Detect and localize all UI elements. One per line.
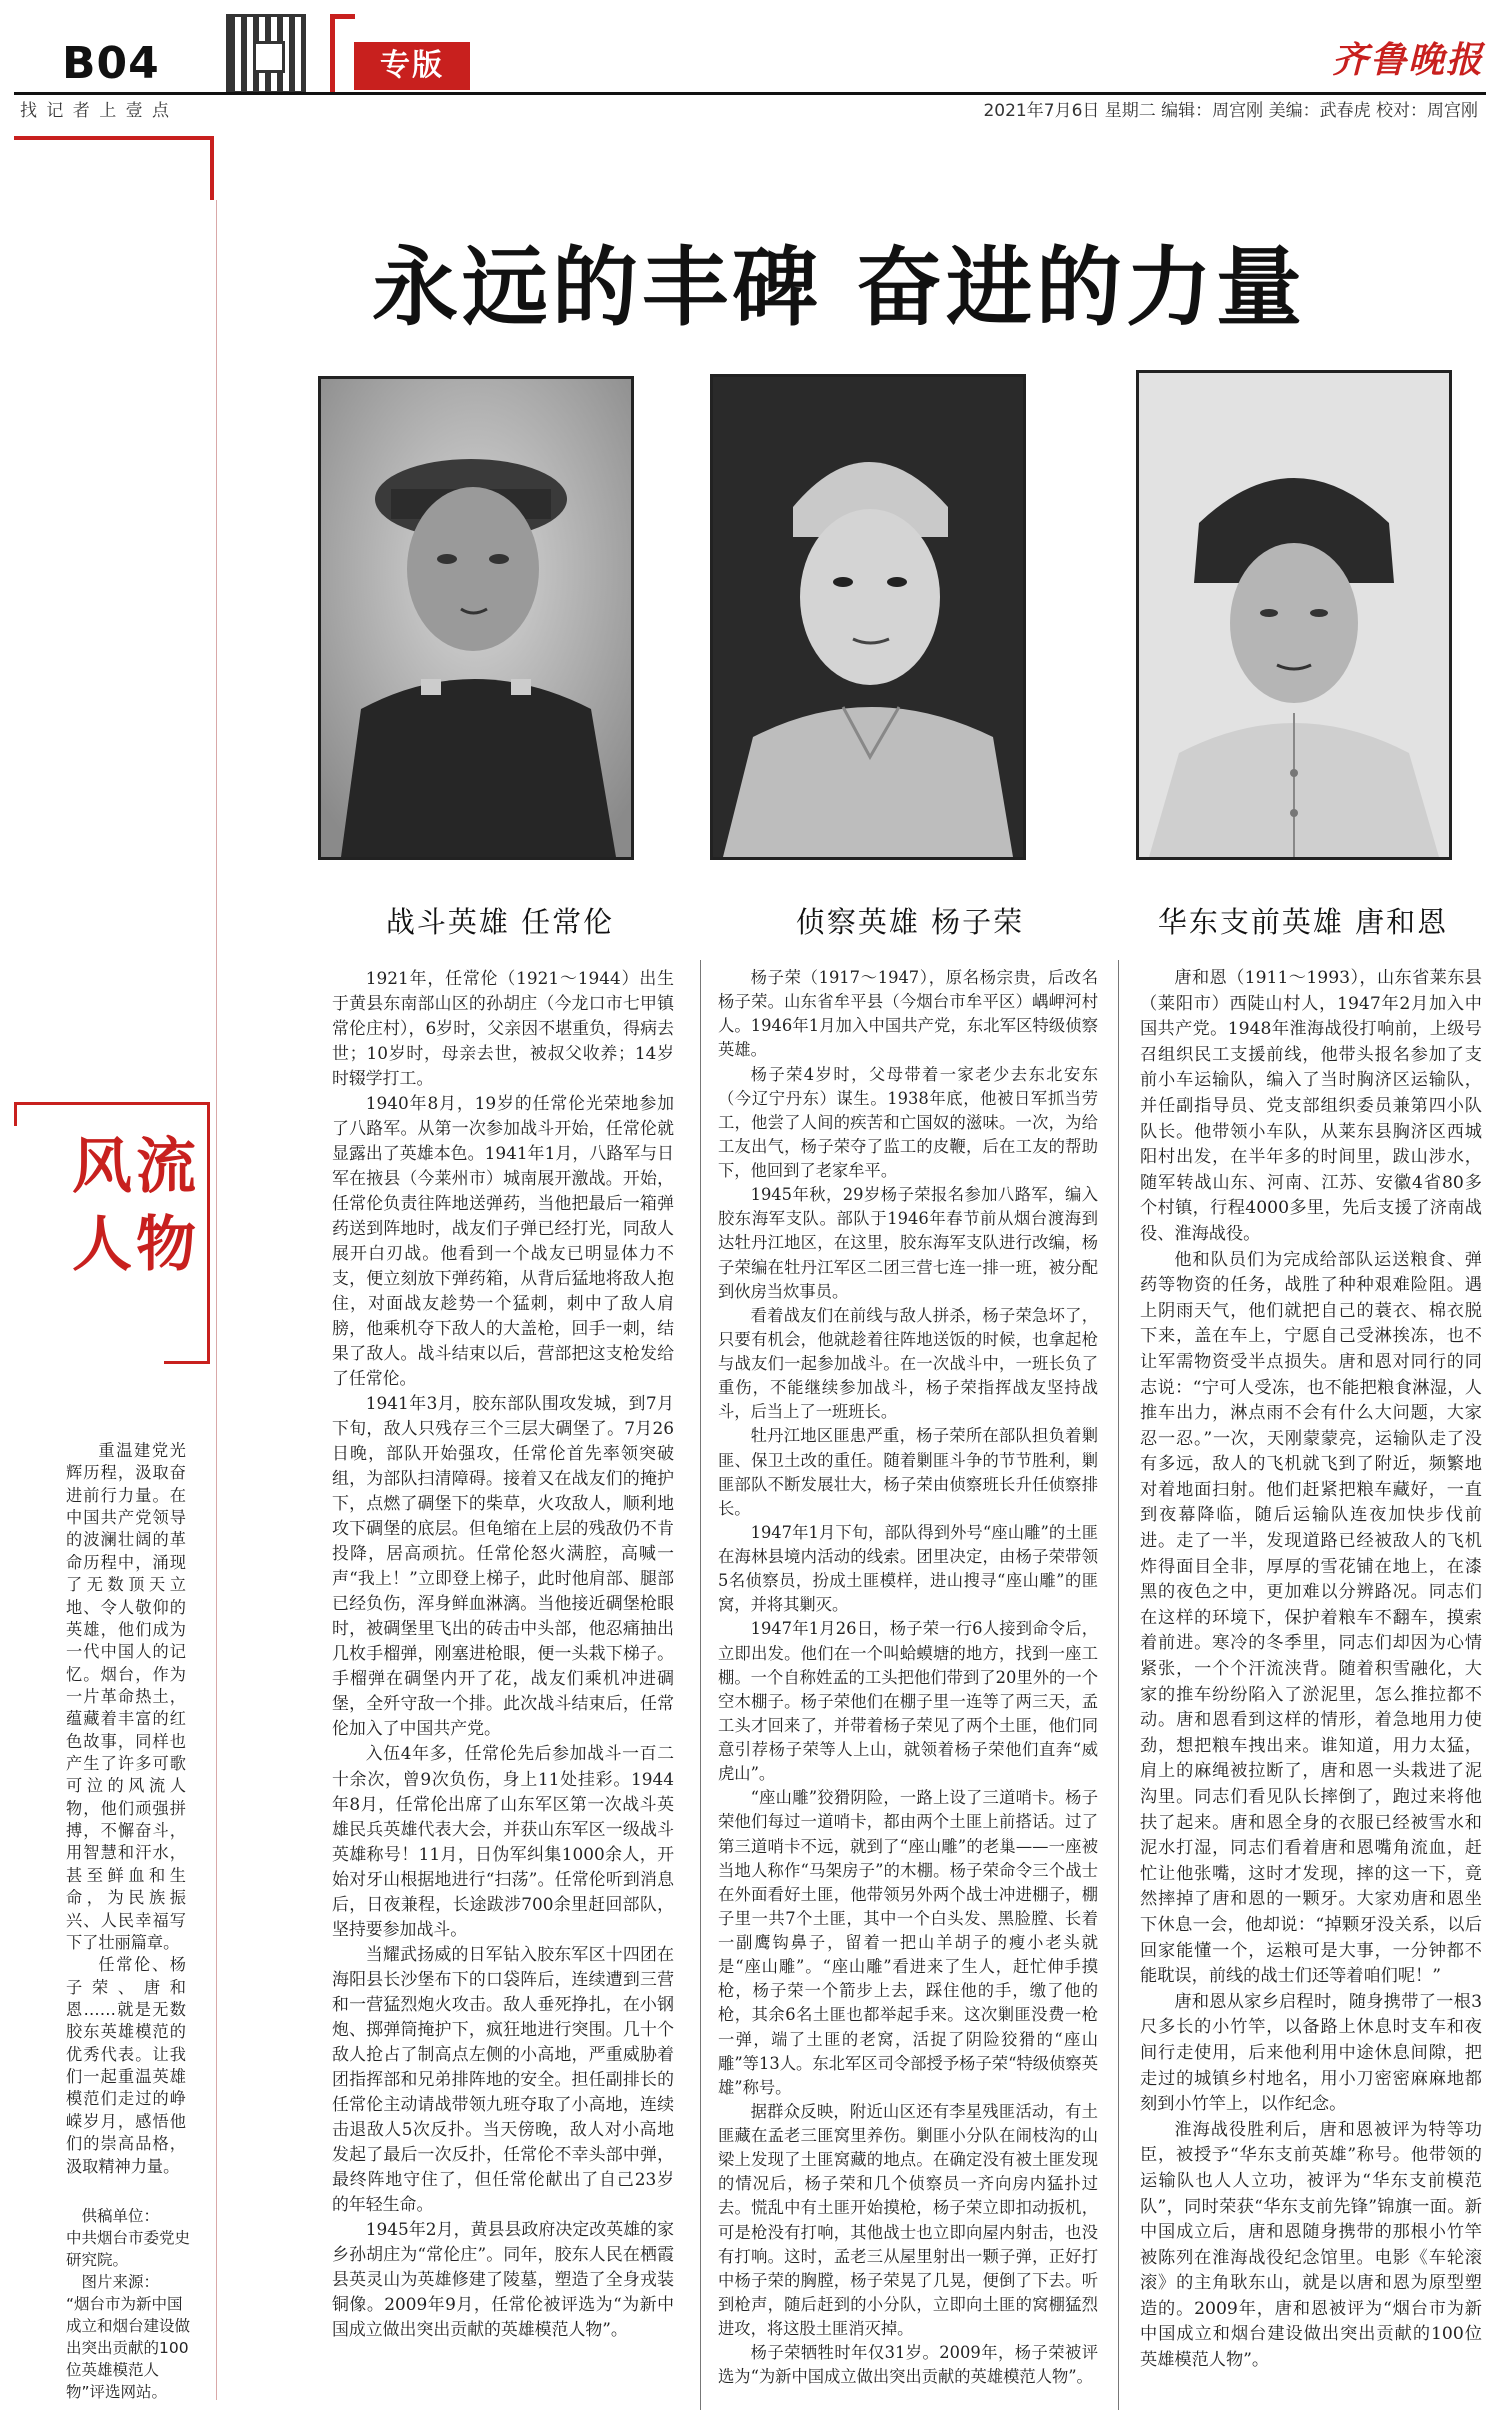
hero-caption: 华东支前英雄 唐和恩 [1157, 905, 1449, 939]
credit-value: 中共烟台市委党史研究院。 [66, 2229, 191, 2269]
image-source-label: 图片来源： [81, 2273, 160, 2291]
article-yang-zirong [718, 966, 1098, 2389]
article-paragraph: 1947年1月26日，杨子荣一行6人接到命令后，立即出发。他们在一个叫蛤蟆塘的地方，找到一座工棚。一个自称姓孟的工头把他们带到了20里外的一个空木棚子。杨子荣他们在棚子里一连等了两三天，孟工头才回来了，并带着杨子荣见了两个土匪，他们同意引荐杨子荣等人上山，就领着杨子荣他们直奔“威虎山”。 [718, 1619, 1098, 1784]
image-source-value: “烟台市为新中国成立和烟台建设做出突出贡献的100位英雄模范人物”评选网站。 [66, 2295, 191, 2401]
article-paragraph: 唐和恩从家乡启程时，随身携带了一根3尺多长的小竹竿，以备路上休息时支车和夜间行走使用，后来他利用中途休息间隙，把走过的城镇乡村地名，用小刀密密麻麻地都刻到小竹竿上，以作纪念。 [1140, 1991, 1482, 2115]
article-paragraph: 1945年2月，黄县县政府决定改英雄的家乡孙胡庄为“常伦庄”。同年，胶东人民在栖霞县英灵山为英雄修建了陵墓，塑造了全身戎装铜像。2009年9月，任常伦被评选为“为新中国成立做出突出贡献的英雄模范人物”。 [332, 2218, 674, 2339]
article-paragraph: 1947年1月下旬，部队得到外号“座山雕”的土匪在海林县境内活动的线索。团里决定，由杨子荣带领5名侦察员，扮成土匪模样，进山搜寻“座山雕”的匪窝，并将其剿灭。 [718, 1522, 1098, 1615]
column-separator [1118, 960, 1119, 2410]
newspaper-logo: 齐鲁晚报 [1332, 39, 1485, 81]
article-paragraph: 1945年秋，29岁杨子荣报名参加八路军，编入胶东海军支队。部队于1946年春节前从烟台渡海到达牡丹江地区，在这里，胶东海军支队进行改编，杨子荣编在牡丹江军区二团三营七连一排一班，被分配到伙房当炊事员。 [718, 1185, 1098, 1301]
section-badge: 专版 [354, 42, 470, 90]
article-paragraph: 他和队员们为完成给部队运送粮食、弹药等物资的任务，战胜了种种艰难险阻。遇上阴雨天气，他们就把自己的蓑衣、棉衣脱下来，盖在车上，宁愿自己受淋挨冻，也不让军需物资受半点损失。唐和恩对同行的同志说：“宁可人受冻，也不能把粮食淋湿，人推车出力，淋点雨不会有什么大问题，大家忍一忍。”一次，天刚蒙蒙亮，运输队走了没有多远，敌人的飞机就飞到了附近，频繁地对着地面扫射。他们赶紧把粮车藏好，一直到夜幕降临，随后运输队连夜加快步伐前进。走了一半，发现道路已经被敌人的飞机炸得面目全非，厚厚的雪花铺在地上，在漆黑的夜色之中，更加难以分辨路况。同志们在这样的环境下，保护着粮车不翻车，摸索着前进。寒冷的冬季里，同志们却因为心情紧张，一个个汗流浃背。随着积雪融化，大家的推车纷纷陷入了淤泥里，怎么推拉都不动。唐和恩看到这样的情形，着急地用力使劲，想把粮车拽出来。谁知道，用力太猛，肩上的麻绳被拉断了，唐和恩一头栽进了泥沟里。同志们看见队长摔倒了，跑过来将他扶了起来。唐和恩全身的衣服已经被雪水和泥水打湿，同志们看着唐和恩嘴角流血，赶忙让他张嘴，这时才发现，摔的这一下，竟然摔掉了唐和恩的一颗牙。大家劝唐和恩坐下休息一会，他却说：“掉颗牙没关系，以后回家能懂一个，运粮可是大事，一分钟都不能耽误，前线的战士们还等着咱们呢！” [1140, 1249, 1482, 1987]
article-paragraph: 看着战友们在前线与敌人拼杀，杨子荣急坏了，只要有机会，他就趁着往阵地送饭的时候，也拿起枪与战友们一起参加战斗。在一次战斗中，一班长负了重伤，不能继续参加战斗，杨子荣指挥战友坚持战斗，后当上了一班班长。 [718, 1305, 1098, 1422]
corner-decoration [210, 136, 214, 200]
sidebar-paragraph: 重温建党光辉历程，汲取奋进前行力量。在中国共产党领导的波澜壮阔的革命历程中，涌现了无数顶天立地、令人敬仰的英雄，他们成为一代中国人的记忆。烟台，作为一片革命热土，蕴藏着丰富的红色故事，同样也产生了许多可歌可泣的风流人物，他们顽强拼搏，不懈奋斗，用智慧和汗水，甚至鲜血和生命，为民族振兴、人民幸福写下了壮丽篇章。 [66, 1441, 186, 1952]
article-paragraph: 杨子荣牺牲时年仅31岁。2009年，杨子荣被评选为“为新中国成立做出突出贡献的英雄模范人物”。 [718, 2343, 1098, 2387]
article-paragraph: 1921年，任常伦（1921～1944）出生于黄县东南部山区的孙胡庄（今龙口市七甲镇常伦庄村），6岁时，父亲因不堪重负，得病去世；10岁时，母亲去世，被叔父收养；14岁时辍学打工。 [332, 968, 674, 1089]
header-date-editors: 2021年7月6日 星期二 编辑：周宫刚 美编：武春虎 校对：周宫刚 [983, 101, 1478, 121]
hero-caption: 侦察英雄 杨子荣 [795, 905, 1025, 939]
article-paragraph: 入伍4年多，任常伦先后参加战斗一百二十余次，曾9次负伤，身上11处挂彩。1944年8月，任常伦出席了山东军区第一次战斗英雄民兵英雄代表大会，并获山东军区一级战斗英雄称号！11月，日伪军纠集1000余人，开始对牙山根据地进行“扫荡”。任常伦听到消息后，日夜兼程，长途跋涉700余里赶回部队，坚持要参加战斗。 [332, 1743, 674, 1939]
section-bracket-decoration [330, 14, 355, 93]
hero-caption: 战斗英雄 任常伦 [385, 905, 615, 939]
credits [66, 2205, 190, 2403]
article-paragraph: 淮海战役胜利后，唐和恩被评为特等功臣，被授予“华东支前英雄”称号。他带领的运输队也人人立功，被评为“华东支前模范队”，同时荣获“华东支前先锋”锦旗一面。新中国成立后，唐和恩随身携带的那根小竹竿被陈列在淮海战役纪念馆里。电影《车轮滚滚》的主角耿东山，就是以唐和恩为原型塑造的。2009年，唐和恩被评为“烟台市为新中国成立和烟台建设做出突出贡献的100位英雄模范人物”。 [1140, 2119, 1482, 2371]
article-paragraph: 牡丹江地区匪患严重，杨子荣所在部队担负着剿匪、保卫土改的重任。随着剿匪斗争的节节胜利，剿匪部队不断发展壮大，杨子荣由侦察班长升任侦察排长。 [718, 1426, 1098, 1518]
article-paragraph: “座山雕”狡猾阴险，一路上设了三道哨卡。杨子荣他们每过一道哨卡，都由两个土匪上前搭话。过了第三道哨卡不远，就到了“座山雕”的老巢——一座被当地人称作“马架房子”的木棚。杨子荣命令三个战士在外面看好土匪，他带领另外两个战士冲进棚子，棚子里一共7个土匪，其中一个白头发、黑脸膛、长着一副鹰钩鼻子，留着一把山羊胡子的瘦小老头就是“座山雕”。“座山雕”看进来了生人，赶忙伸手摸枪，杨子荣一个箭步上去，踩住他的手，缴了他的枪，其余6名土匪也都举起手来。这次剿匪没费一枪一弹，端了土匪的老窝，活捉了阴险狡猾的“座山雕”等13人。东北军区司令部授予杨子荣“特级侦察英雄”称号。 [718, 1788, 1098, 2097]
header-tagline: 找 记 者 上 壹 点 [20, 101, 172, 121]
page-number: B04 [62, 38, 160, 89]
portrait-photo-yang-zirong [710, 374, 1026, 860]
article-paragraph: 据群众反映，附近山区还有李星残匪活动，有土匪藏在孟老三匪窝里养伤。剿匪小分队在闹枝沟的山梁上发现了土匪窝藏的地点。在确定没有被土匪发现的情况后，杨子荣和几个侦察员一齐向房内猛扑过去。慌乱中有土匪开始摸枪，杨子荣立即扣动扳机，可是枪没有打响，其他战士也立即向屋内射击，也没有打响。这时，孟老三从屋里射出一颗子弹，正好打中杨子荣的胸膛，杨子荣晃了几晃，便倒了下去。听到枪声，随后赶到的小分队，立即向土匪的窝棚猛烈进攻，将这股土匪消灭掉。 [718, 2101, 1098, 2338]
sidebar-separator [216, 200, 217, 2400]
article-paragraph: 唐和恩（1911～1993），山东省莱东县（莱阳市）西陡山村人，1947年2月加入中国共产党。1948年淮海战役打响前，上级号召组织民工支援前线，他带头报名参加了支前小车运输队，编入了当时胸济区运输队，并任副指导员、党支部组织委员兼第四小队队长。他带领小车队，从莱东县胸济区西城阳村出发，在半年多的时间里，跋山涉水，随军转战山东、河南、江苏、安徽4省80多个村镇，行程4000多里，先后支援了济南战役、淮海战役。 [1140, 968, 1482, 1244]
article-ren-changlun [332, 966, 674, 2342]
column-title: 风流人物 [72, 1132, 200, 1280]
article-paragraph: 当耀武扬威的日军钻入胶东军区十四团在海阳县长沙堡布下的口袋阵后，连续遭到三营和一营猛烈炮火攻击。敌人垂死挣扎，在小钢炮、掷弹筒掩护下，疯狂地进行突围。几十个敌人抢占了制高点左侧的小高地，严重威胁着团指挥部和兄弟排阵地的安全。担任副排长的任常伦主动请战带领九班夺取了小高地，连续击退敌人5次反扑。当天傍晚，敌人对小高地发起了最后一次反扑，任常伦不幸头部中弹，最终阵地守住了，但任常伦献出了自己23岁的年轻生命。 [332, 1943, 674, 2214]
portrait-photo-tang-heen [1136, 370, 1452, 860]
article-paragraph: 1940年8月，19岁的任常伦光荣地参加了八路军。从第一次参加战斗开始，任常伦就显露出了英雄本色。1941年1月，八路军与日军在掖县（今莱州市）城南展开激战。开始，任常伦负责往阵地送弹药，当他把最后一箱弹药送到阵地时，战友们子弹已经打光，同敌人展开白刃战。他看到一个战友已明显体力不支，便立刻放下弹药箱，从背后猛地将敌人抱住，对面战友趁势一个猛刺，刺中了敌人肩膀，他乘机夺下敌人的大盖枪，回手一刺，结果了敌人。战斗结束以后，营部把这支枪发给了任常伦。 [332, 1093, 674, 1389]
article-paragraph: 杨子荣4岁时，父母带着一家老少去东北安东（今辽宁丹东）谋生。1938年底，他被日军抓当劳工，他尝了人间的疾苦和亡国奴的滋味。一次，为给工友出气，杨子荣夺了监工的皮鞭，后在工友的帮助下，他回到了老家牟平。 [718, 1064, 1098, 1180]
sidebar-intro [66, 1440, 186, 2178]
article-paragraph: 杨子荣（1917～1947），原名杨宗贵，后改名杨子荣。山东省牟平县（今烟台市牟平区）嵎岬河村人。1946年1月加入中国共产党，东北军区特级侦察英雄。 [718, 968, 1098, 1060]
header-rule [14, 92, 1486, 95]
corner-decoration [14, 136, 214, 154]
article-tang-heen [1140, 966, 1482, 2374]
sidebar-paragraph: 任常伦、杨子荣、唐和恩……就是无数胶东英雄模范的优秀代表。让我们一起重温英雄模范们走过的峥嵘岁月，感悟他们的崇高品格，汲取精神力量。 [66, 1955, 186, 2176]
article-paragraph: 1941年3月，胶东部队围攻发城，到7月下旬，敌人只残存三个三层大碉堡了。7月26日晚，部队开始强攻，任常伦首先率领突破组，为部队扫清障碍。接着又在战友们的掩护下，点燃了碉堡下的柴草，火攻敌人，顺利地攻下碉堡的底层。但龟缩在上层的残敌仍不肯投降，居高顽抗。任常伦怒火满腔，高喊一声“我上！”立即登上梯子，此时他肩部、腿部已经负伤，浑身鲜血淋漓。当他接近碉堡枪眼时，被碉堡里飞出的砖击中头部，他忍痛抽出几枚手榴弹，刚塞进枪眼，便一头栽下梯子。手榴弹在碉堡内开了花，战友们乘机冲进碉堡，全歼守敌一个排。此次战斗结束后，任常伦加入了中国共产党。 [332, 1393, 674, 1739]
portrait-photo-ren-changlun [318, 376, 634, 860]
column-separator [700, 960, 701, 2410]
credit-label: 供稿单位： [81, 2207, 160, 2225]
qr-code-icon[interactable] [226, 14, 306, 94]
page-headline: 永远的丰碑 奋进的力量 [372, 238, 1306, 338]
